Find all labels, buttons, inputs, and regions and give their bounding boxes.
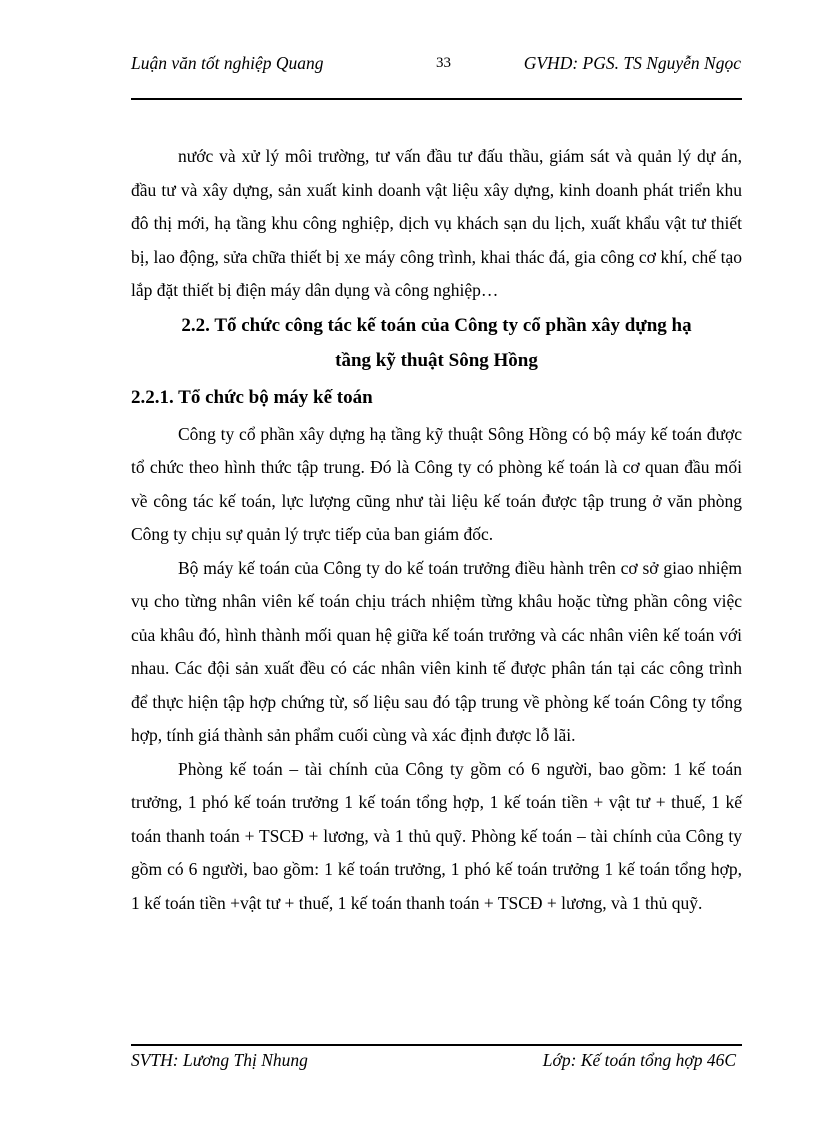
header-divider bbox=[131, 98, 742, 100]
page-content bbox=[131, 140, 742, 920]
header-advisor: GVHD: PGS. TS Nguyễn Ngọc bbox=[523, 53, 741, 73]
page-number: 33 bbox=[436, 55, 451, 71]
footer-divider bbox=[131, 1044, 742, 1046]
footer-student: SVTH: Lương Thị Nhung bbox=[131, 1050, 308, 1070]
body-paragraph: Công ty cổ phần xây dựng hạ tầng kỹ thuật Sông Hồng có bộ máy kế toán được tổ chức theo hình thức tập trung. Đó là Công ty có phòng kế toán là cơ quan đầu mối về công tác kế toán, lực lượng cũng như tài liệu kế toán được tập trung ở văn phòng Công ty chịu sự quản lý trực tiếp của ban giám đốc. bbox=[131, 423, 742, 544]
body-paragraph: Phòng kế toán – tài chính của Công ty gồm có 6 người, bao gồm: 1 kế toán trưởng, 1 phó kế toán trưởng 1 kế toán tổng hợp, 1 kế toán tiền + vật tư + thuế, 1 kế toán thanh toán + TSCĐ + lương, và 1 thủ quỹ. Phòng kế toán – tài chính của Công ty gồm có 6 người, bao gồm: 1 kế toán trưởng, 1 phó kế toán trưởng 1 kế toán tổng hợp, 1 kế toán tiền +vật tư + thuế, 1 kế toán thanh toán + TSCĐ + lương, và 1 thủ quỹ. bbox=[131, 758, 742, 913]
footer-class: Lớp: Kế toán tổng hợp 46C bbox=[542, 1050, 736, 1070]
section-title-line-1: 2.2. Tổ chức công tác kế toán của Công ty cổ phần xây dựng hạ bbox=[181, 314, 692, 336]
header-thesis-label: Luận văn tốt nghiệp Quang bbox=[131, 53, 324, 73]
subsection-title: 2.2.1. Tổ chức bộ máy kế toán bbox=[131, 386, 373, 408]
section-title-line-2: tầng kỹ thuật Sông Hồng bbox=[335, 349, 538, 371]
page-header bbox=[131, 52, 741, 98]
intro-paragraph: nước và xử lý môi trường, tư vấn đầu tư đấu thầu, giám sát và quản lý dự án, đầu tư và xây dựng, sản xuất kinh doanh vật liệu xây dựng, kinh doanh phát triển khu đô thị mới, hạ tầng khu công nghiệp, dịch vụ khách sạn du lịch, xuất khẩu vật tư thiết bị, lao động, sửa chữa thiết bị xe máy công trình, khai thác đá, gia công cơ khí, chế tạo lắp đặt thiết bị điện máy dân dụng và công nghiệp… bbox=[131, 146, 742, 300]
body-paragraph: Bộ máy kế toán của Công ty do kế toán trưởng điều hành trên cơ sở giao nhiệm vụ cho từng nhân viên kế toán chịu trách nhiệm từng khâu hoặc từng phần công việc của khâu đó, hình thành mối quan hệ giữa kế toán trưởng và các nhân viên kế toán với nhau. Các đội sản xuất đều có các nhân viên kinh tế được phân tán tại các công trình để thực hiện tập hợp chứng từ, số liệu sau đó tập trung về phòng kế toán Công ty tổng hợp, tính giá thành sản phẩm cuối cùng và xác định được lỗ lãi. bbox=[131, 557, 742, 745]
